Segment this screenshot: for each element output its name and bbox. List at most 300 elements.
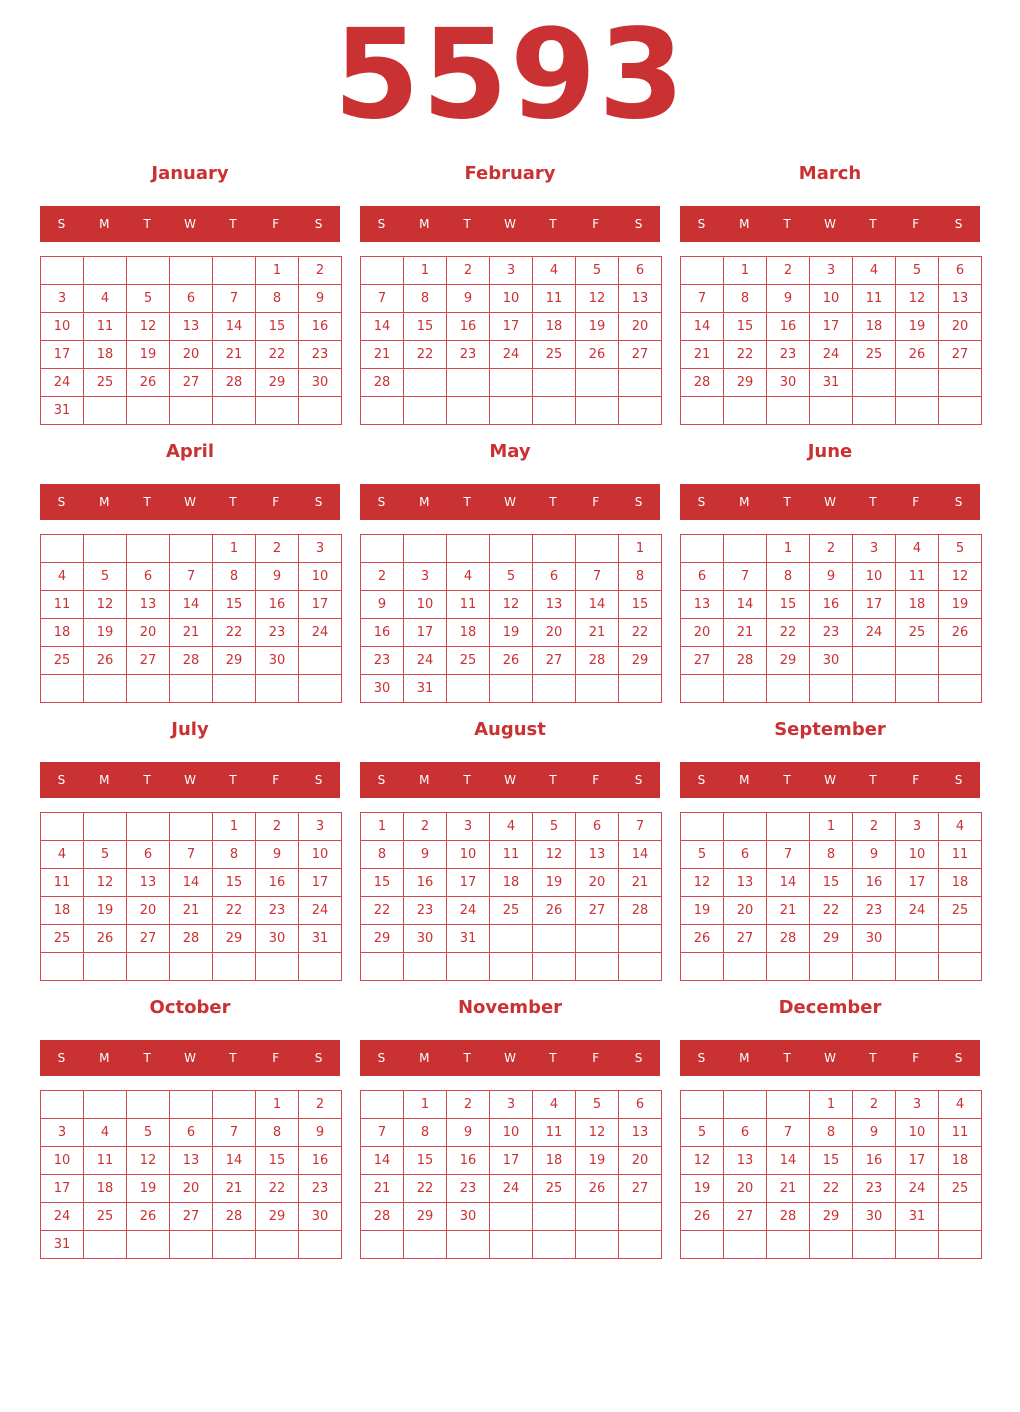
- day-cell: 12: [576, 1119, 619, 1147]
- day-cell: 19: [127, 1175, 170, 1203]
- week-row: [361, 675, 662, 703]
- day-cell: 28: [361, 369, 404, 397]
- day-cell: 30: [404, 925, 447, 953]
- weekday-label: T: [463, 1051, 471, 1065]
- day-cell: 14: [681, 313, 724, 341]
- month-name: May: [489, 441, 531, 462]
- week-row: [361, 563, 662, 591]
- day-cell: 5: [533, 813, 576, 841]
- week-row: [681, 619, 982, 647]
- week-row: [681, 285, 982, 313]
- day-grid: [360, 534, 662, 703]
- day-cell: 4: [853, 257, 896, 285]
- year-title: 5593: [333, 3, 687, 147]
- weekday-label: M: [419, 217, 430, 231]
- week-row: [681, 841, 982, 869]
- day-cell: [361, 397, 404, 425]
- day-cell: 20: [724, 1175, 767, 1203]
- week-row: [361, 1175, 662, 1203]
- day-cell: 1: [256, 257, 299, 285]
- day-cell: 31: [896, 1203, 939, 1231]
- day-cell: 23: [299, 1175, 342, 1203]
- week-row: [41, 369, 342, 397]
- week-row: [681, 869, 982, 897]
- day-cell: 13: [724, 869, 767, 897]
- day-cell: [361, 1091, 404, 1119]
- day-grid: [680, 534, 982, 703]
- weekday-label: S: [314, 217, 323, 231]
- day-cell: 24: [853, 619, 896, 647]
- week-row: [41, 953, 342, 981]
- day-cell: 13: [619, 1119, 662, 1147]
- day-cell: 18: [533, 1147, 576, 1175]
- day-cell: 30: [853, 1203, 896, 1231]
- week-row: [41, 313, 342, 341]
- day-cell: 4: [41, 841, 84, 869]
- weekday-label: W: [824, 217, 836, 231]
- day-cell: 11: [447, 591, 490, 619]
- day-cell: 27: [576, 897, 619, 925]
- weekday-label: M: [739, 495, 750, 509]
- day-grid: [360, 812, 662, 981]
- day-cell: 16: [447, 1147, 490, 1175]
- day-cell: 24: [299, 897, 342, 925]
- weekday-header: [40, 206, 340, 242]
- day-cell: 16: [767, 313, 810, 341]
- day-cell: [127, 257, 170, 285]
- day-cell: 28: [576, 647, 619, 675]
- week-row: [681, 1091, 982, 1119]
- day-cell: [84, 1231, 127, 1259]
- day-cell: 19: [681, 897, 724, 925]
- week-row: [41, 619, 342, 647]
- day-cell: 10: [404, 591, 447, 619]
- weekday-label: S: [697, 217, 706, 231]
- day-cell: [84, 813, 127, 841]
- day-cell: [447, 1231, 490, 1259]
- day-cell: 30: [256, 647, 299, 675]
- day-grid: [40, 1090, 342, 1259]
- day-cell: 30: [256, 925, 299, 953]
- day-cell: 25: [853, 341, 896, 369]
- weekday-label: S: [57, 1051, 66, 1065]
- weekday-label: S: [634, 495, 643, 509]
- week-row: [361, 591, 662, 619]
- week-row: [681, 313, 982, 341]
- day-cell: [767, 397, 810, 425]
- day-cell: 17: [41, 1175, 84, 1203]
- day-cell: [853, 675, 896, 703]
- day-cell: 19: [490, 619, 533, 647]
- day-cell: [681, 257, 724, 285]
- day-cell: 22: [213, 619, 256, 647]
- weekday-label: S: [314, 1051, 323, 1065]
- day-cell: 7: [170, 563, 213, 591]
- day-cell: 15: [619, 591, 662, 619]
- day-cell: [490, 535, 533, 563]
- day-cell: 7: [681, 285, 724, 313]
- day-cell: 20: [576, 869, 619, 897]
- day-cell: 5: [127, 285, 170, 313]
- day-cell: [404, 1231, 447, 1259]
- weekday-label: M: [99, 773, 110, 787]
- weekday-label: T: [143, 1051, 151, 1065]
- weekday-label: F: [592, 1051, 600, 1065]
- week-row: [361, 1147, 662, 1175]
- day-cell: [810, 1231, 853, 1259]
- day-cell: 14: [170, 591, 213, 619]
- day-cell: 8: [810, 1119, 853, 1147]
- day-cell: 25: [533, 1175, 576, 1203]
- day-cell: 1: [213, 813, 256, 841]
- weekday-label: T: [869, 217, 877, 231]
- day-cell: [533, 953, 576, 981]
- day-cell: 22: [810, 1175, 853, 1203]
- day-cell: [213, 953, 256, 981]
- day-cell: 11: [490, 841, 533, 869]
- day-cell: [256, 397, 299, 425]
- day-cell: [41, 535, 84, 563]
- day-cell: 21: [724, 619, 767, 647]
- day-cell: [724, 1231, 767, 1259]
- day-cell: 4: [41, 563, 84, 591]
- day-cell: [127, 675, 170, 703]
- weekday-label: W: [824, 773, 836, 787]
- week-row: [41, 535, 342, 563]
- day-cell: [127, 1231, 170, 1259]
- day-cell: 14: [361, 1147, 404, 1175]
- day-cell: 15: [810, 1147, 853, 1175]
- day-cell: 5: [490, 563, 533, 591]
- day-cell: 2: [256, 813, 299, 841]
- weekday-label: M: [739, 1051, 750, 1065]
- weekday-label: T: [549, 495, 557, 509]
- day-cell: 2: [447, 257, 490, 285]
- day-cell: [767, 1091, 810, 1119]
- day-cell: 27: [619, 1175, 662, 1203]
- weekday-label: F: [912, 1051, 920, 1065]
- day-cell: 13: [619, 285, 662, 313]
- day-cell: 31: [41, 397, 84, 425]
- day-cell: 23: [853, 897, 896, 925]
- day-cell: [896, 369, 939, 397]
- day-cell: 24: [41, 369, 84, 397]
- day-cell: 21: [361, 341, 404, 369]
- day-cell: 7: [619, 813, 662, 841]
- day-cell: 6: [619, 257, 662, 285]
- day-cell: 30: [299, 1203, 342, 1231]
- week-row: [361, 535, 662, 563]
- week-row: [681, 369, 982, 397]
- weekday-label: W: [504, 495, 516, 509]
- day-cell: [767, 813, 810, 841]
- day-cell: [576, 1231, 619, 1259]
- day-cell: 1: [256, 1091, 299, 1119]
- day-cell: 15: [767, 591, 810, 619]
- day-cell: 5: [84, 841, 127, 869]
- day-cell: 6: [127, 563, 170, 591]
- day-cell: 30: [853, 925, 896, 953]
- day-cell: [939, 953, 982, 981]
- weekday-header: [680, 206, 980, 242]
- day-cell: [127, 813, 170, 841]
- month-name: December: [778, 997, 882, 1018]
- day-cell: [213, 257, 256, 285]
- day-cell: 22: [361, 897, 404, 925]
- day-cell: [896, 1231, 939, 1259]
- day-cell: 12: [490, 591, 533, 619]
- day-cell: 4: [84, 1119, 127, 1147]
- weekday-label: W: [504, 1051, 516, 1065]
- day-cell: 13: [127, 869, 170, 897]
- week-row: [681, 1231, 982, 1259]
- day-cell: [213, 1091, 256, 1119]
- weekday-label: F: [912, 217, 920, 231]
- day-cell: 31: [810, 369, 853, 397]
- day-cell: 7: [361, 1119, 404, 1147]
- day-cell: 11: [41, 591, 84, 619]
- day-cell: 21: [767, 897, 810, 925]
- weekday-header: [360, 484, 660, 520]
- day-cell: 7: [213, 285, 256, 313]
- weekday-label: S: [634, 1051, 643, 1065]
- day-grid: [40, 256, 342, 425]
- day-grid: [40, 812, 342, 981]
- day-cell: 5: [939, 535, 982, 563]
- day-cell: 19: [576, 313, 619, 341]
- day-cell: 29: [810, 925, 853, 953]
- day-cell: 2: [810, 535, 853, 563]
- week-row: [681, 397, 982, 425]
- day-cell: 27: [724, 1203, 767, 1231]
- day-cell: 5: [576, 1091, 619, 1119]
- day-cell: 3: [490, 257, 533, 285]
- day-cell: [576, 925, 619, 953]
- day-cell: 22: [213, 897, 256, 925]
- day-cell: 28: [724, 647, 767, 675]
- day-cell: 11: [939, 1119, 982, 1147]
- day-cell: 28: [681, 369, 724, 397]
- week-row: [681, 535, 982, 563]
- day-cell: 10: [853, 563, 896, 591]
- day-cell: 16: [256, 869, 299, 897]
- day-cell: 19: [896, 313, 939, 341]
- day-cell: 18: [939, 869, 982, 897]
- weekday-label: T: [143, 773, 151, 787]
- day-cell: 2: [853, 813, 896, 841]
- day-cell: 28: [361, 1203, 404, 1231]
- day-cell: 29: [767, 647, 810, 675]
- day-cell: [127, 1091, 170, 1119]
- day-cell: 5: [84, 563, 127, 591]
- weekday-label: T: [549, 773, 557, 787]
- day-cell: 21: [170, 897, 213, 925]
- day-cell: 21: [619, 869, 662, 897]
- weekday-label: W: [184, 1051, 196, 1065]
- day-cell: 7: [767, 841, 810, 869]
- weekday-label: T: [549, 1051, 557, 1065]
- day-cell: [84, 535, 127, 563]
- day-cell: 9: [361, 591, 404, 619]
- day-cell: 13: [939, 285, 982, 313]
- day-cell: 9: [810, 563, 853, 591]
- day-cell: 8: [256, 285, 299, 313]
- day-cell: 14: [619, 841, 662, 869]
- month-name: April: [165, 441, 215, 462]
- weekday-header: [360, 1040, 660, 1076]
- day-cell: 4: [939, 813, 982, 841]
- weekday-label: T: [463, 217, 471, 231]
- day-cell: 20: [170, 341, 213, 369]
- day-cell: [256, 953, 299, 981]
- day-cell: 21: [767, 1175, 810, 1203]
- week-row: [681, 953, 982, 981]
- day-cell: [361, 257, 404, 285]
- day-cell: [724, 1091, 767, 1119]
- weekday-label: T: [783, 217, 791, 231]
- day-cell: [299, 397, 342, 425]
- weekday-label: S: [377, 495, 386, 509]
- day-cell: 17: [810, 313, 853, 341]
- weekday-label: T: [549, 217, 557, 231]
- day-cell: 3: [853, 535, 896, 563]
- day-cell: 12: [127, 313, 170, 341]
- day-cell: 8: [256, 1119, 299, 1147]
- day-cell: 11: [533, 1119, 576, 1147]
- day-cell: 16: [256, 591, 299, 619]
- week-row: [41, 869, 342, 897]
- weekday-label: S: [954, 495, 963, 509]
- week-row: [681, 257, 982, 285]
- day-cell: 22: [810, 897, 853, 925]
- day-cell: 1: [361, 813, 404, 841]
- day-cell: 11: [896, 563, 939, 591]
- day-cell: 14: [361, 313, 404, 341]
- day-cell: [447, 675, 490, 703]
- day-cell: 8: [213, 563, 256, 591]
- weekday-label: S: [377, 1051, 386, 1065]
- day-cell: 3: [299, 535, 342, 563]
- day-cell: 9: [853, 841, 896, 869]
- day-cell: [404, 369, 447, 397]
- day-cell: 22: [404, 1175, 447, 1203]
- day-cell: [681, 397, 724, 425]
- month-name: February: [464, 163, 556, 184]
- day-cell: [447, 369, 490, 397]
- week-row: [41, 925, 342, 953]
- day-cell: [619, 369, 662, 397]
- weekday-label: S: [314, 495, 323, 509]
- day-cell: 31: [41, 1231, 84, 1259]
- day-cell: 21: [361, 1175, 404, 1203]
- day-cell: 17: [853, 591, 896, 619]
- day-cell: 3: [299, 813, 342, 841]
- weekday-label: S: [697, 773, 706, 787]
- day-cell: [853, 1231, 896, 1259]
- day-cell: 10: [299, 563, 342, 591]
- day-cell: 22: [767, 619, 810, 647]
- day-cell: 28: [213, 369, 256, 397]
- day-cell: 2: [299, 1091, 342, 1119]
- day-cell: 31: [404, 675, 447, 703]
- day-cell: 26: [681, 1203, 724, 1231]
- day-cell: 12: [939, 563, 982, 591]
- day-cell: [576, 397, 619, 425]
- day-cell: 25: [447, 647, 490, 675]
- weekday-header: [680, 1040, 980, 1076]
- day-cell: [84, 257, 127, 285]
- day-cell: 15: [213, 869, 256, 897]
- day-cell: 3: [896, 813, 939, 841]
- day-grid: [680, 1090, 982, 1259]
- day-cell: 12: [127, 1147, 170, 1175]
- week-row: [41, 1091, 342, 1119]
- day-cell: [767, 675, 810, 703]
- day-cell: [299, 953, 342, 981]
- day-cell: 11: [84, 1147, 127, 1175]
- day-cell: 18: [896, 591, 939, 619]
- day-cell: 23: [256, 897, 299, 925]
- weekday-label: S: [954, 1051, 963, 1065]
- week-row: [681, 1147, 982, 1175]
- day-cell: 19: [84, 619, 127, 647]
- day-cell: 3: [896, 1091, 939, 1119]
- month-name: November: [457, 997, 563, 1018]
- day-cell: 8: [810, 841, 853, 869]
- day-cell: [939, 369, 982, 397]
- day-cell: [853, 953, 896, 981]
- day-cell: 17: [896, 1147, 939, 1175]
- day-cell: 21: [170, 619, 213, 647]
- day-cell: 6: [533, 563, 576, 591]
- weekday-label: S: [954, 217, 963, 231]
- day-cell: [533, 1203, 576, 1231]
- weekday-label: F: [912, 773, 920, 787]
- weekday-label: S: [57, 217, 66, 231]
- weekday-label: T: [869, 495, 877, 509]
- day-cell: 21: [681, 341, 724, 369]
- weekday-label: M: [99, 495, 110, 509]
- day-cell: [84, 1091, 127, 1119]
- day-cell: 8: [724, 285, 767, 313]
- day-cell: 15: [810, 869, 853, 897]
- day-cell: 4: [939, 1091, 982, 1119]
- day-cell: [170, 397, 213, 425]
- day-cell: [170, 1231, 213, 1259]
- day-cell: 29: [810, 1203, 853, 1231]
- day-cell: [41, 1091, 84, 1119]
- day-cell: 4: [84, 285, 127, 313]
- day-cell: 26: [127, 369, 170, 397]
- day-cell: 11: [84, 313, 127, 341]
- day-cell: 28: [170, 925, 213, 953]
- day-cell: 27: [681, 647, 724, 675]
- week-row: [41, 1119, 342, 1147]
- day-cell: 8: [361, 841, 404, 869]
- day-cell: 29: [724, 369, 767, 397]
- day-cell: 26: [576, 341, 619, 369]
- day-cell: 21: [213, 1175, 256, 1203]
- day-cell: 19: [127, 341, 170, 369]
- day-cell: [810, 675, 853, 703]
- day-cell: 6: [724, 1119, 767, 1147]
- day-cell: 30: [361, 675, 404, 703]
- weekday-header: [40, 484, 340, 520]
- day-cell: 29: [213, 925, 256, 953]
- week-row: [41, 591, 342, 619]
- week-row: [361, 869, 662, 897]
- day-cell: [41, 813, 84, 841]
